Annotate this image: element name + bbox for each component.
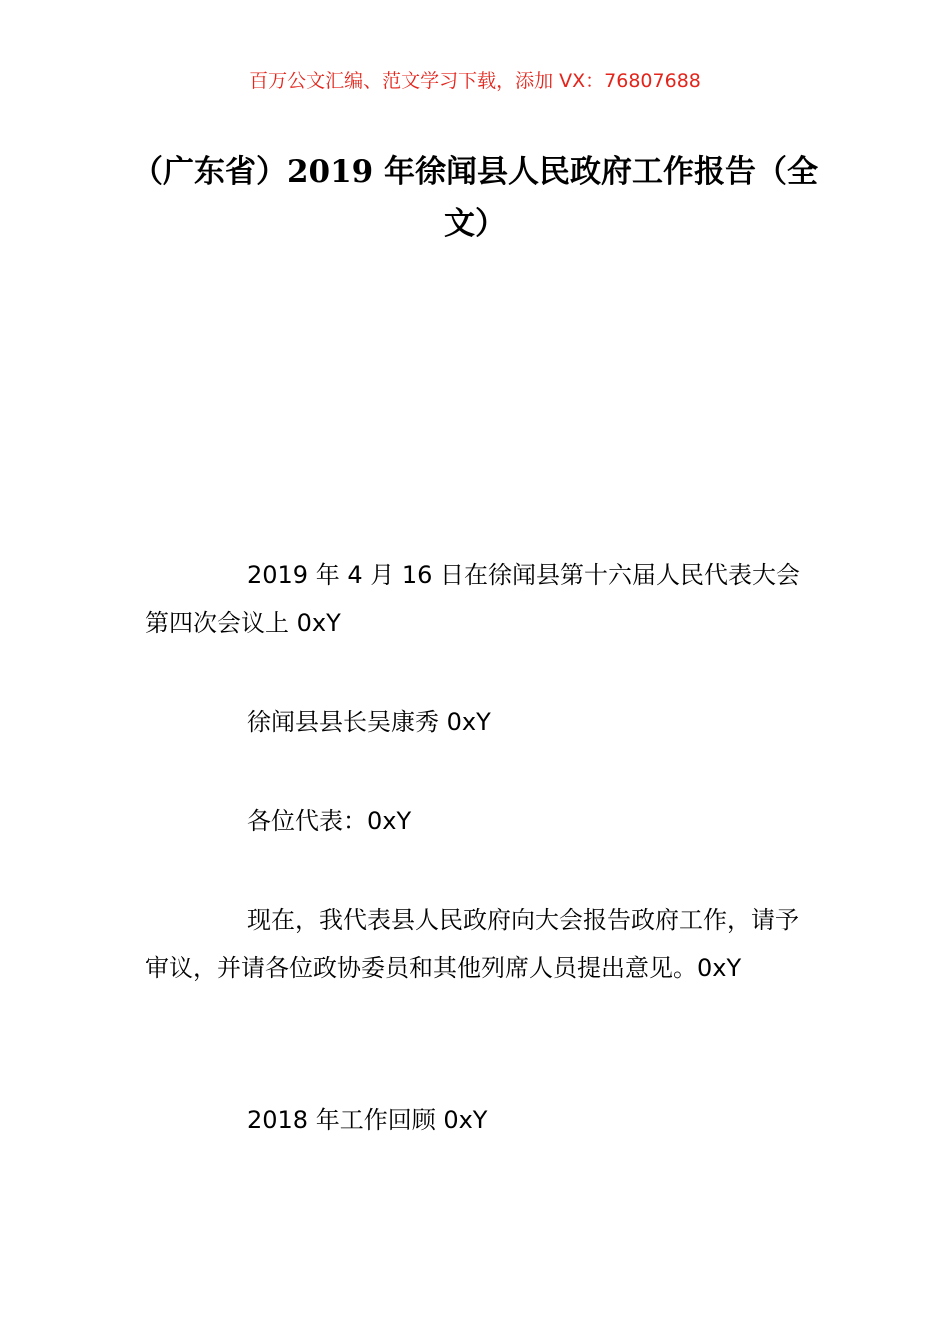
paragraph-meeting-info: 2019 年 4 月 16 日在徐闻县第十六届人民代表大会第四次会议上 0xY [145,561,801,637]
paragraph-salutation: 各位代表：0xY [247,807,412,835]
document-title: （广东省）2019 年徐闻县人民政府工作报告（全文） [131,154,819,242]
paragraph-speaker: 徐闻县县长吴康秀 0xY [247,708,491,736]
header-note: 百万公文汇编、范文学习下载，添加 VX：76807688 [249,70,701,92]
section-heading-review: 2018 年工作回顾 0xY [247,1106,488,1134]
paragraph-introduction: 现在，我代表县人民政府向大会报告政府工作，请予审议，并请各位政协委员和其他列席人员提出意见。0xY [145,906,799,982]
